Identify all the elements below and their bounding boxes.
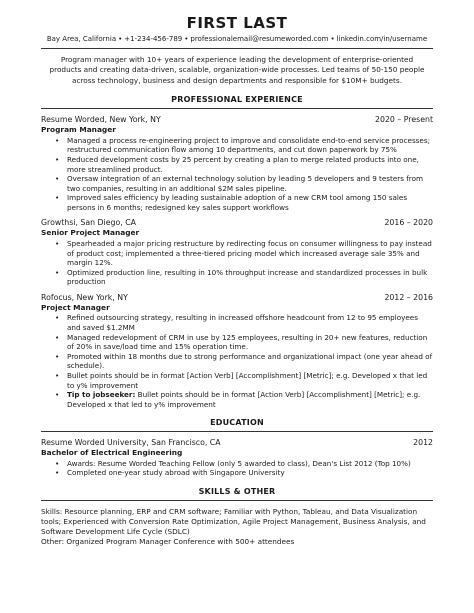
tip-label: Tip to jobseeker: bbox=[67, 390, 136, 400]
location: Bay Area, California bbox=[46, 35, 117, 43]
skills-section bbox=[41, 507, 433, 547]
bullet-item: • Reduced development costs by 25 percent by creating a plan to merge related products into one, more streamlined product. bbox=[67, 155, 433, 174]
other-line: Other: Organized Program Manager Conference with 500+ attendees bbox=[41, 537, 295, 547]
tip-text: Bullet points should be in format [Action Verb] [Accomplishment] [Metric]; e.g. Developed x that led to y% improvement bbox=[67, 390, 421, 409]
separator: • bbox=[118, 35, 123, 43]
education-divider bbox=[41, 431, 433, 432]
job-entry bbox=[41, 218, 433, 286]
bullet-item: • Refined outsourcing strategy, resulting in increased offshore headcount from 12 to 95 employees and saved $1.2MM bbox=[67, 313, 433, 332]
summary: Program manager with 10+ years of experience leading the development of enterprise-oriented products and creating data-driven, scalable, organization-wide processes. Led teams of 50-150 people across technology, business and design departments and responsible for $10M+ budgets. bbox=[49, 55, 425, 85]
job-bullets bbox=[41, 136, 433, 213]
job-dates: 2020 – Present bbox=[375, 115, 433, 125]
header-divider bbox=[41, 48, 433, 49]
bullet-item: • Managed a process re-engineering project to improve and consolidate end-to-end service processes; restructured communication flow among 10 departments, and cut down paperwork by 75% bbox=[67, 136, 433, 155]
skills-line: Skills: Resource planning, ERP and CRM software; Familiar with Python, Tableau, and Data Visualization tools; Experienced with Conversion Rate Optimization, Agile Project Management, Business Analysis, and Software Development Life Cycle (SDLC) bbox=[41, 507, 426, 537]
linkedin-link[interactable]: linkedin.com/in/username bbox=[336, 35, 428, 43]
experience-heading: PROFESSIONAL EXPERIENCE bbox=[171, 95, 303, 105]
job-title: Program Manager bbox=[41, 125, 116, 135]
job-bullets bbox=[41, 313, 433, 409]
job-dates: 2016 – 2020 bbox=[384, 218, 433, 228]
graduation-year: 2012 bbox=[413, 438, 433, 448]
institution: Resume Worded University, bbox=[41, 438, 149, 448]
skills-divider bbox=[41, 500, 433, 501]
job-company: Resume Worded, New York, NY bbox=[41, 115, 161, 125]
bullet-item: • Spearheaded a major pricing restructure by redirecting focus on consumer willingness to pay instead of product cost; implemented a three-tiered pricing model which increased average sale 35% and margin 12%. bbox=[67, 239, 433, 268]
job-bullets bbox=[41, 239, 433, 287]
bullet-item: • Managed redevelopment of CRM in use by 125 employees, resulting in 20+ new features, reduction of 20% in save/load time and 15% operation time. bbox=[67, 333, 433, 352]
bullet-item: • Completed one-year study abroad with Singapore University bbox=[67, 468, 433, 478]
job-title: Senior Project Manager bbox=[41, 228, 140, 238]
tip-bullet bbox=[67, 390, 433, 409]
bullet-item: • Awards: Resume Worded Teaching Fellow (only 5 awarded to class), Dean's List 2012 (Top 10%) bbox=[67, 459, 433, 469]
degree: Bachelor of Electrical Engineering bbox=[41, 448, 183, 458]
job-company: Rofocus, New York, NY bbox=[41, 292, 128, 302]
job-entry bbox=[41, 115, 433, 212]
institution-city: San Francisco, CA bbox=[148, 438, 221, 448]
experience-divider bbox=[41, 108, 433, 109]
job-company: Growthsi, San Diego, CA bbox=[41, 218, 136, 228]
phone: +1-234-456-789 bbox=[124, 35, 183, 43]
job-entry bbox=[41, 293, 433, 409]
separator: • bbox=[184, 35, 189, 43]
candidate-name: FIRST LAST bbox=[186, 14, 288, 32]
education-bullets bbox=[41, 459, 433, 478]
job-title: Project Manager bbox=[41, 302, 110, 312]
contact-line bbox=[41, 35, 433, 44]
bullet-item: • Optimized production line, resulting in 10% throughput increase and standardized processes in bulk production bbox=[67, 268, 433, 287]
bullet-item: • Bullet points should be in format [Action Verb] [Accomplishment] [Metric]; e.g. Developed x that led to y% improvement bbox=[67, 371, 433, 390]
education-entry bbox=[41, 438, 433, 478]
bullet-item: • Promoted within 18 months due to strong performance and organizational impact (one year ahead of schedule). bbox=[67, 352, 433, 371]
bullet-item: • Improved sales efficiency by leading sustainable adoption of a new CRM tool among 150 sales persons in 6 months; redesigned key sales support workflows bbox=[67, 193, 433, 212]
bullet-item: • Oversaw integration of an external technology solution by leading 5 developers and 9 testers from two companies, resulting in an additional $2M sales pipeline. bbox=[67, 174, 433, 193]
skills-heading: SKILLS & OTHER bbox=[198, 487, 276, 497]
education-heading: EDUCATION bbox=[210, 418, 264, 428]
separator: • bbox=[330, 35, 335, 43]
job-dates: 2012 – 2016 bbox=[384, 292, 433, 302]
email[interactable]: professionalemail@resumeworded.com bbox=[190, 35, 329, 43]
